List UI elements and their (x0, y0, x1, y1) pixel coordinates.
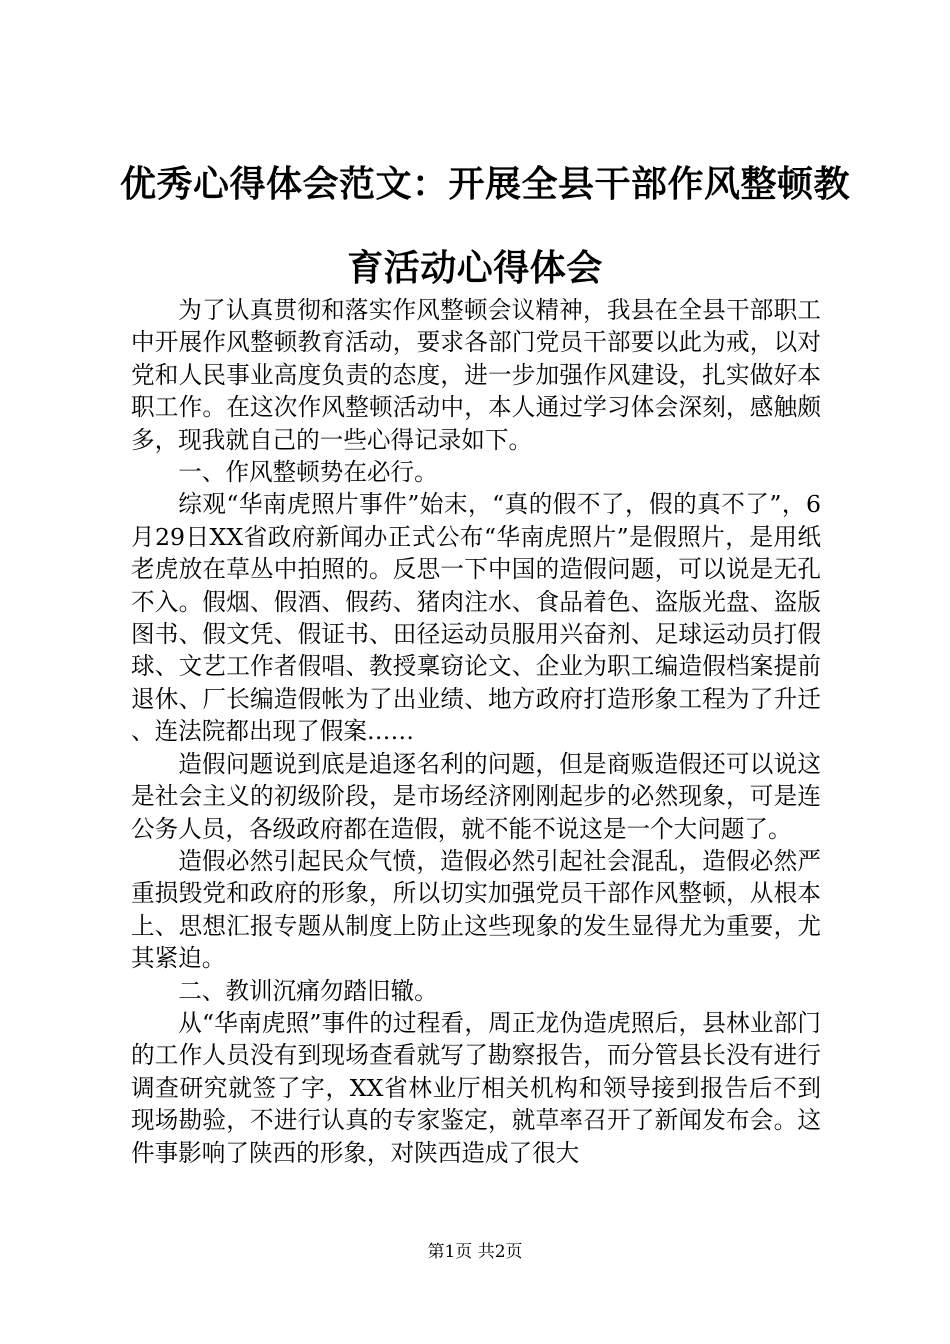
section-heading-1: 一、作风整顿势在必行。 (178, 458, 438, 487)
page-number-footer: 第1页 共2页 (427, 1242, 523, 1262)
document-title-line-1: 优秀心得体会范文：开展全县干部作风整顿教 (120, 163, 851, 205)
section-heading-2: 二、教训沉痛勿踏旧辙。 (178, 976, 438, 1005)
paragraph-fakery-problem: 造假问题说到底是追逐名利的问题，但是商贩造假还可以说这是社会主义的初级阶段，是市场经济刚刚起步的必然现象，可是连公务人员，各级政府都在造假，就不能不说这是一个大问题了。 (131, 749, 821, 843)
document-body (131, 294, 821, 1169)
paragraph-lessons: 从“华南虎照”事件的过程看，周正龙伪造虎照后，县林业部门的工作人员没有到现场查看就写了勘察报告，而分管县长没有进行调查研究就签了字，XX省林业厅相关机构和领导接到报告后不到现场勘验，不进行认真的专家鉴定，就草率召开了新闻发布会。这件事影响了陕西的形象，对陕西造成了很大 (131, 1008, 821, 1167)
paragraph-tiger-photo-event: 综观“华南虎照片事件”始末，“真的假不了，假的真不了”，6月29日XX省政府新闻办正式公布“华南虎照片”是假照片，是用纸老虎放在草丛中拍照的。反思一下中国的造假问题，可以说是无孔不入。假烟、假酒、假药、猪肉注水、食品着色、盗版光盘、盗版图书、假文凭、假证书、田径运动员服用兴奋剂、足球运动员打假球、文艺工作者假唱、教授稟窃论文、企业为职工编造假档案提前退休、厂长编造假帐为了出业绩、地方政府打造形象工程为了升迁、连法院都出现了假案…… (131, 490, 821, 746)
document-title-line-2: 育活动心得体会 (347, 247, 603, 289)
paragraph-fakery-consequences: 造假必然引起民众气愤，造假必然引起社会混乱，造假必然严重损毁党和政府的形象，所以切实加强党员干部作风整顿，从根本上、思想汇报专题从制度上防止这些现象的发生显得尤为重要，尤其紧迫。 (131, 846, 821, 973)
paragraph-intro: 为了认真贯彻和落实作风整顿会议精神，我县在全县干部职工中开展作风整顿教育活动，要求各部门党员干部要以此为戒，以对党和人民事业高度负责的态度，进一步加强作风建设，扎实做好本职工作。在这次作风整顿活动中，本人通过学习体会深刻，感触颇多，现我就自己的一些心得记录如下。 (131, 296, 821, 454)
